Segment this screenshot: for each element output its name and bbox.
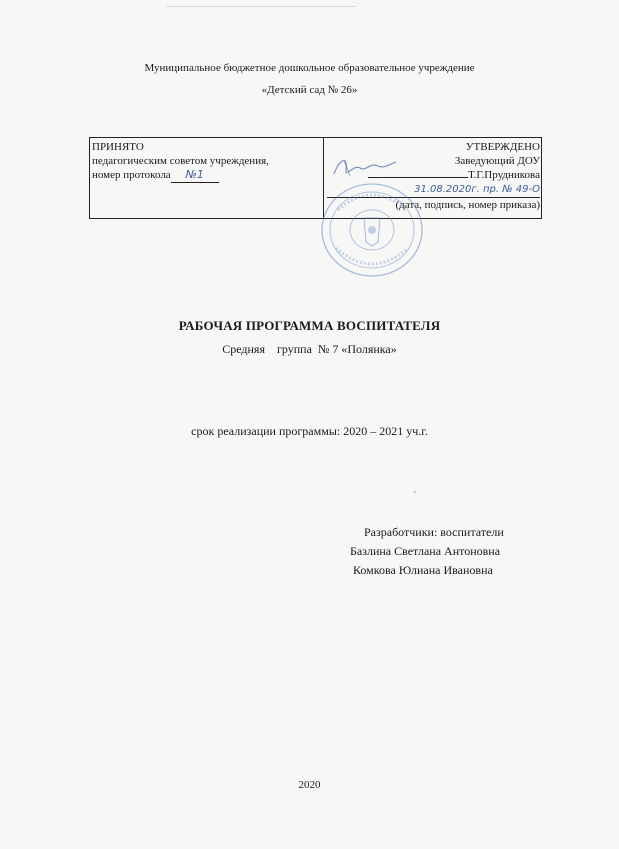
accepted-title: ПРИНЯТО <box>92 141 144 153</box>
official-stamp <box>318 180 426 280</box>
organization-line: Муниципальное бюджетное дошкольное образовательное учреждение <box>144 62 475 74</box>
protocol-line <box>92 168 320 183</box>
group-name: Средняя группа № 7 «Полянка» <box>222 342 397 356</box>
signature-scribble <box>330 150 400 184</box>
organization-name: «Детский сад № 26» <box>261 84 358 96</box>
developer-2: Комкова Юлиана Ивановна <box>353 563 493 577</box>
scan-artifact-line <box>166 6 356 7</box>
protocol-label: номер протокола <box>92 169 171 181</box>
document-title: РАБОЧАЯ ПРОГРАММА ВОСПИТАТЕЛЯ <box>178 318 441 333</box>
program-term: срок реализации программы: 2020 – 2021 уч.г. <box>191 424 428 438</box>
approved-position: Заведующий ДОУ <box>454 155 540 167</box>
approved-signer-name: Т.Г.Прудникова <box>468 169 540 181</box>
approval-table <box>89 137 542 219</box>
accepted-cell <box>92 140 320 183</box>
scan-mark: ᶜ <box>414 488 417 498</box>
document-year: 2020 <box>298 779 321 791</box>
protocol-number-handwritten: №1 <box>171 168 219 183</box>
approved-caption: (дата, подпись, номер приказа) <box>395 199 540 211</box>
developers-label: Разработчики: воспитатели <box>364 525 504 539</box>
developer-1: Базлина Светлана Антоновна <box>350 544 501 558</box>
accepted-council: педагогическим советом учреждения, <box>92 155 269 167</box>
approval-date-handwritten: 31.08.2020г. пр. № 49-О <box>414 184 540 195</box>
approved-title: УТВЕРЖДЕНО <box>465 141 540 153</box>
developers-block <box>350 523 504 580</box>
